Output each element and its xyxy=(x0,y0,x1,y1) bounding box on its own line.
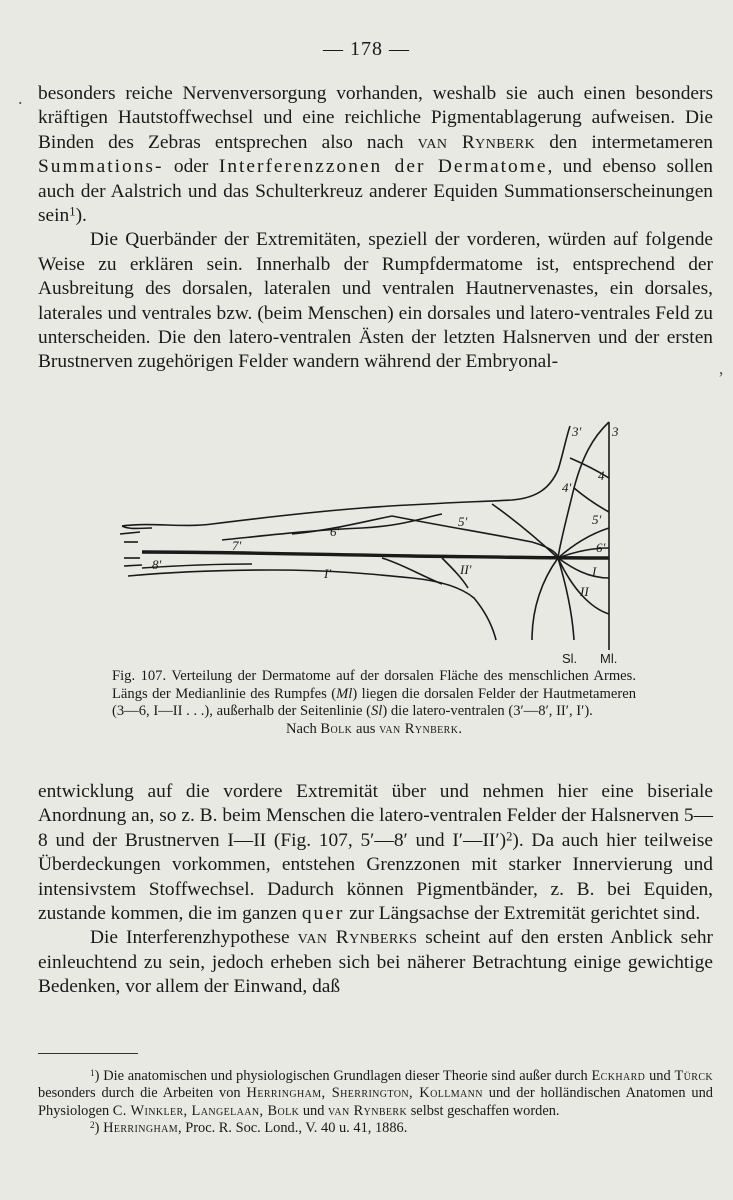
footnote-1: $^1$) Die anatomischen und physiologischen Grundlagen dieser Theorie sind außer durch Eckhard und Türck besonders durch die Arbeiten von Herringham, Sherrington, Kollmann und der holländischen Anatomen und Physiologen C. Winkler, Langelaan, Bolk und van Rynberk selbst geschaffen worden. xyxy=(38,1068,714,1119)
text-block-bottom xyxy=(38,780,713,1000)
page-number: — 178 — xyxy=(323,38,410,60)
figure-caption: Fig. 107. Verteilung der Dermatome auf der dorsalen Fläche des menschlichen Armes. Längs der Medianlinie des Rumpfes (Ml) liegen die dorsalen Felder der Hautmetameren (3—6, I—II . . .), außerhalb der Seitenlinie (Sl) die latero-ventralen (3′—8′, II′, I′). Nach Bolk aus van Rynberk. xyxy=(112,668,636,737)
axial-line xyxy=(142,552,609,558)
label-Iprime: I′ xyxy=(324,566,332,581)
arm-outline-bottom xyxy=(128,570,496,640)
label-5prime-right: 5′ xyxy=(592,512,602,527)
label-4prime: 4′ xyxy=(562,480,572,495)
emphasis: quer xyxy=(301,903,345,925)
footnote-2: $^2$) Herringham, Proc. R. Soc. Lond., V. 40 u. 41, 1886. xyxy=(90,1120,408,1137)
label-I: I xyxy=(592,564,597,579)
label-II: II xyxy=(580,584,589,599)
figure-dermatome-diagram xyxy=(112,418,652,668)
label-8prime: 8′ xyxy=(152,557,162,572)
paragraph: Die Interferenzhypothese van Rynberks scheint auf den ersten Anblick sehr einleuchtend zu sein, jedoch erheben sich bei näherer Betrachtung einige gewichtige Bedenken, vor allem der Einwand, daß xyxy=(38,927,713,998)
footnote-rule xyxy=(38,1053,138,1054)
label-4: 4 xyxy=(598,468,605,483)
label-Ml: Ml. xyxy=(600,651,618,666)
paragraph: entwicklung auf die vordere Extremität über und nehmen hier eine biseriale Anordnung an, so z. B. beim Menschen die latero-ventralen Felder der Halsnerven 5—8 und der Brustnerven I—II (Fig. 107, 5′—8′ und I′—II′)$^2$). Da auch hier teilweise Überdeckungen vorkommen, entstehen Grenzzonen mit starker Innervierung und intensivstem Stoffwechsel. Dadurch können Pigmentbänder, z. B. bei Equiden, zustande kommen, die im ganzen quer zur Längsachse der Extremität gerichtet sind. xyxy=(38,781,713,925)
figure-number: Fig. 107. xyxy=(112,668,167,684)
text-block-top xyxy=(38,82,713,375)
label-3prime: 3′ xyxy=(572,424,582,439)
footnotes xyxy=(38,1068,713,1138)
emphasis: Interferenzzonen der Dermatome xyxy=(218,156,548,178)
author-name: van Rynberks xyxy=(297,927,418,949)
margin-mark: . xyxy=(18,88,23,108)
label-Sl: Sl. xyxy=(562,651,578,666)
label-3: 3 xyxy=(612,424,619,439)
author-name: van Rynberk xyxy=(417,131,536,153)
label-7prime: 7′ xyxy=(232,538,242,553)
label-6prime-right: 6′ xyxy=(596,540,606,555)
label-6prime: 6′ xyxy=(330,524,340,539)
paragraph: Die Querbänder der Extremitäten, speziell der vorderen, würden auf folgende Weise zu erklären sein. Innerhalb der Rumpfdermatome ist, entsprechend der Ausbreitung des dorsalen, lateralen und ventralen Hautnervenastes, ein dorsales, laterales und ventrales bzw. (beim Menschen) ein dorsales und latero-ventrales Feld zu unterscheiden. Die den latero-ventralen Ästen der letzten Halsnerven und der ersten Brustnerven zugehörigen Felder wandern während der Embryonal- xyxy=(38,229,713,373)
caption-source: Nach Bolk aus van Rynberk. xyxy=(285,720,463,737)
margin-mark: ‚ xyxy=(718,358,724,378)
label-5prime: 5′ xyxy=(458,514,468,529)
emphasis: Summations- xyxy=(38,156,164,178)
footnote-ref: 1 xyxy=(69,204,76,219)
paragraph: besonders reiche Nervenversorgung vorhanden, weshalb sie auch einen besonders kräftigen Hautstoffwechsel und eine reichliche Pigmentablagerung aufweisen. Die Binden des Zebras entsprechen also nach van Rynberk den intermetameren Summations- oder Interferenzzonen der Dermatome, und ebenso sollen auch der Aalstrich und das Schulterkreuz anderer Equiden Summationserscheinungen sein$^1$). xyxy=(38,83,714,227)
footnote-ref: 2 xyxy=(506,829,513,844)
label-IIprime: II′ xyxy=(460,562,472,577)
